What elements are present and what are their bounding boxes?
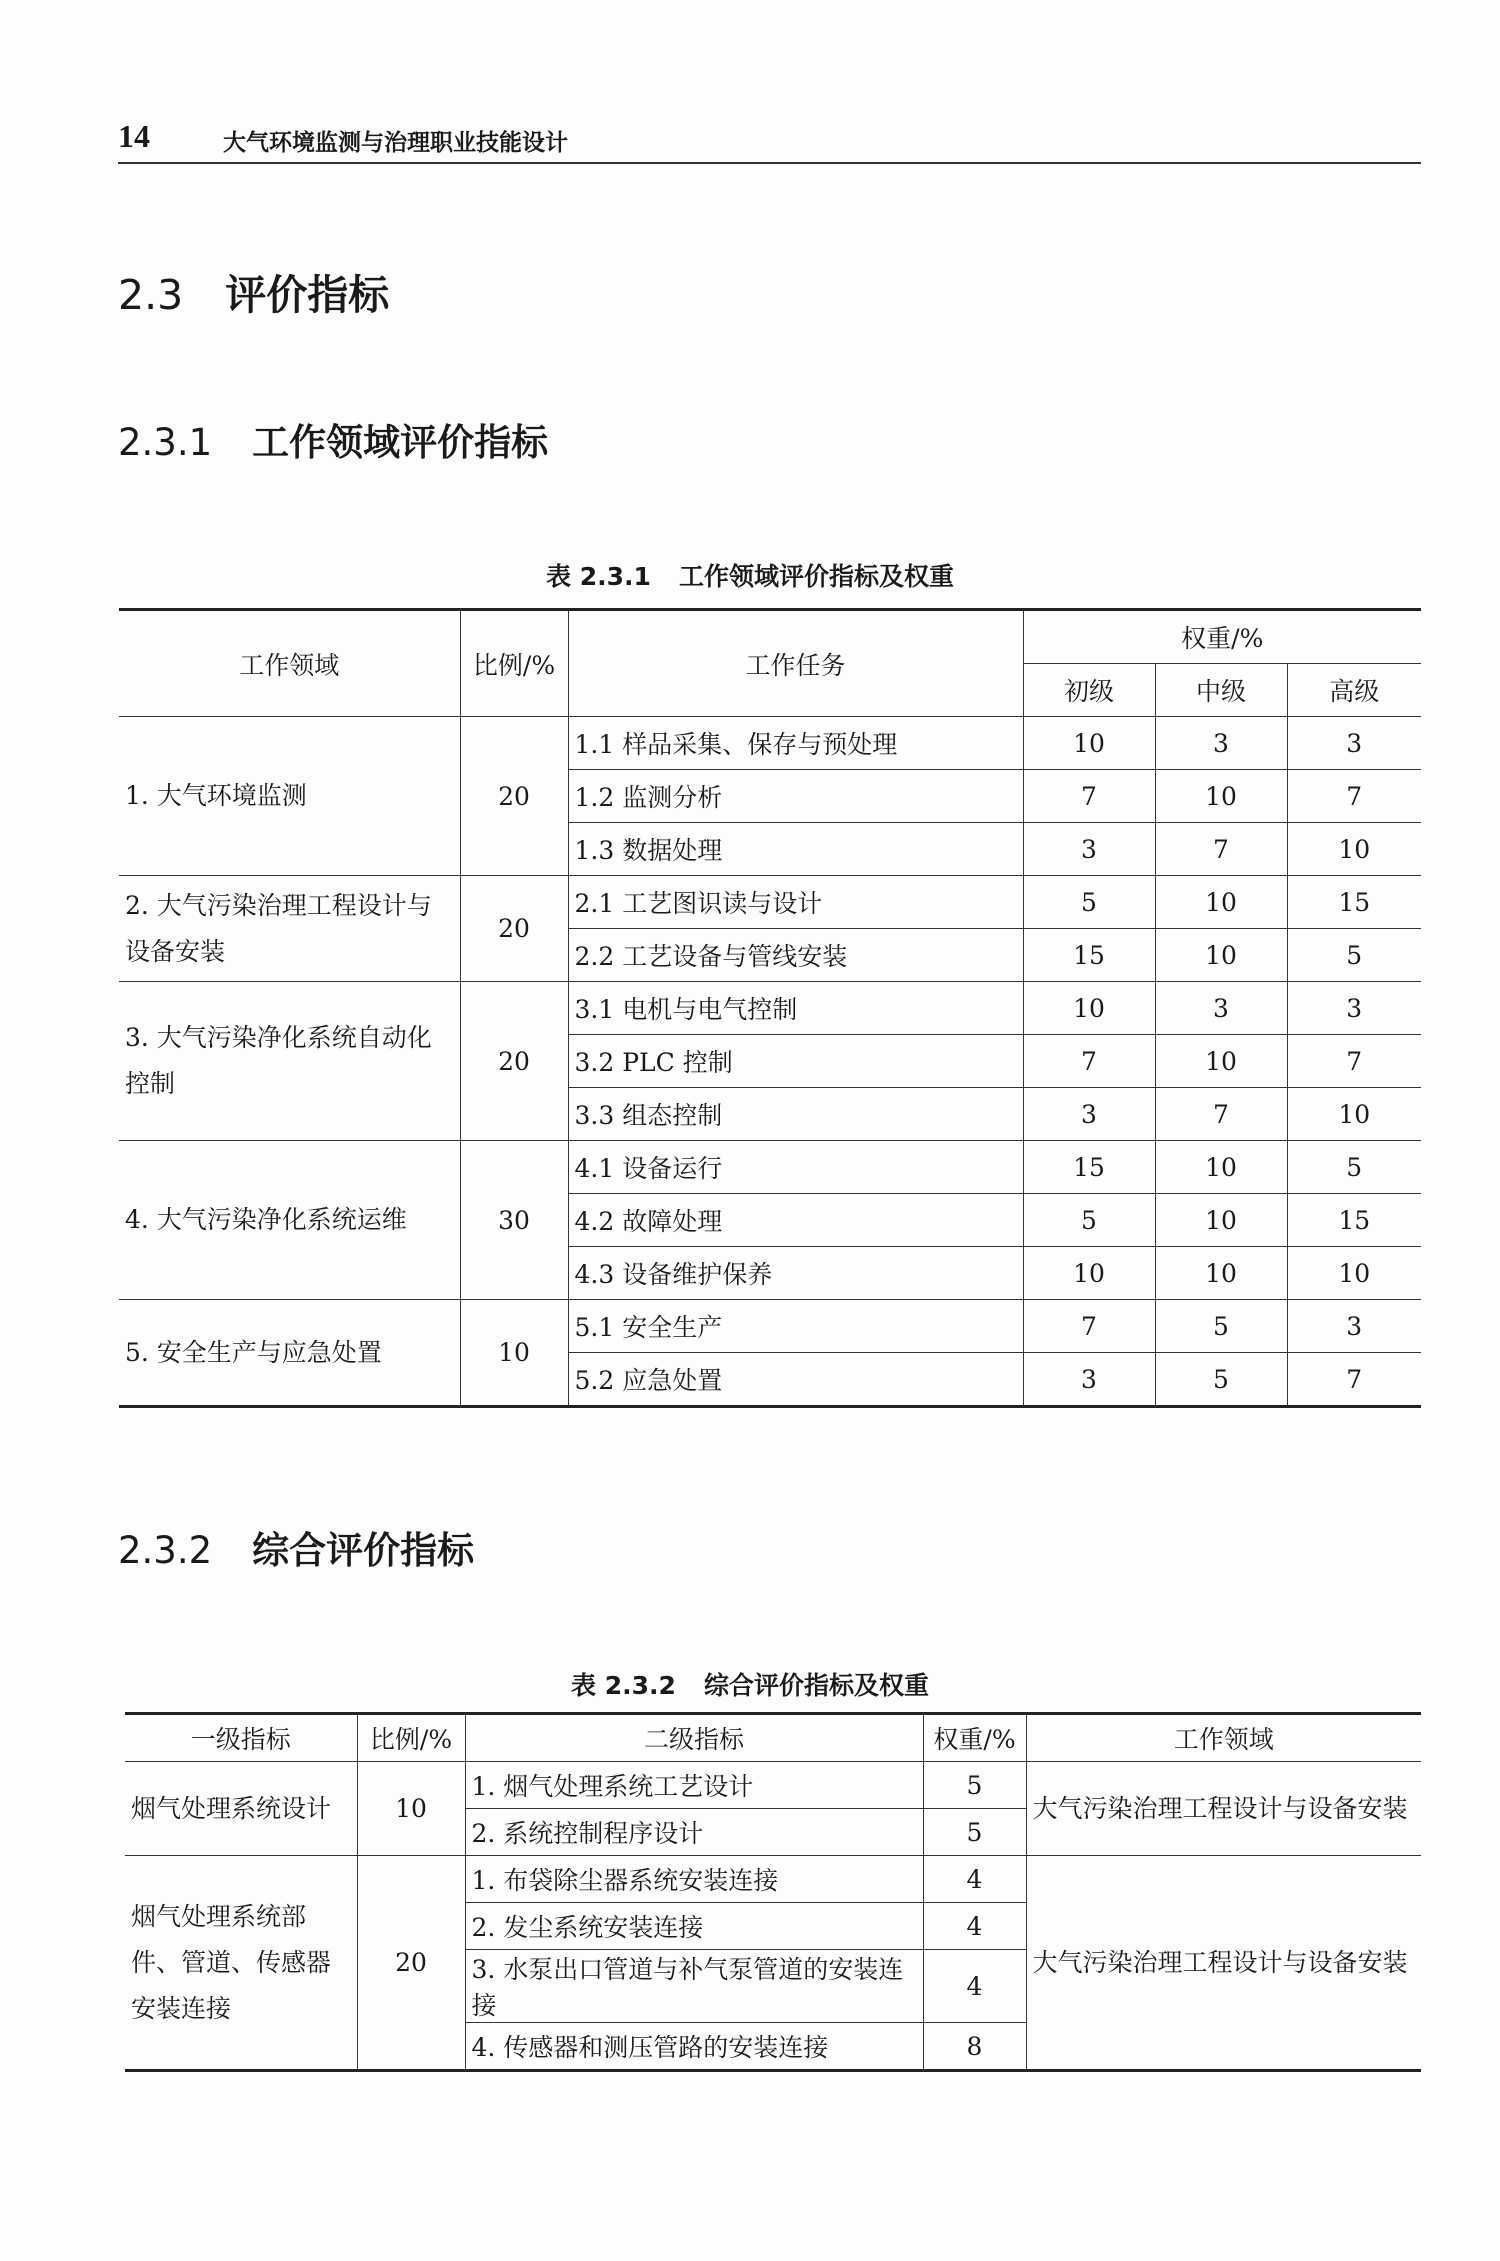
table-row [125,1856,1421,1903]
area-cell: 大气污染治理工程设计与设备安装 [1026,1856,1421,2071]
table2-body [125,1762,1421,2071]
table2-caption-title: 综合评价指标及权重 [703,1671,929,1700]
middle-weight-cell: 5 [1155,1300,1287,1353]
junior-weight-cell: 7 [1023,1035,1155,1088]
middle-weight-cell: 10 [1155,770,1287,823]
junior-weight-cell: 7 [1023,1300,1155,1353]
task-cell: 3.1 电机与电气控制 [568,982,1023,1035]
middle-weight-cell: 5 [1155,1353,1287,1407]
weight-cell: 5 [923,1762,1026,1809]
junior-weight-cell: 10 [1023,717,1155,770]
level2-cell: 2. 系统控制程序设计 [465,1809,923,1856]
task-cell: 4.2 故障处理 [568,1194,1023,1247]
running-header [118,112,1421,164]
middle-weight-cell: 7 [1155,1088,1287,1141]
junior-weight-cell: 10 [1023,1247,1155,1300]
junior-weight-cell: 3 [1023,1088,1155,1141]
middle-weight-cell: 10 [1155,1194,1287,1247]
ratio-cell: 30 [460,1141,568,1300]
ratio-cell: 20 [460,982,568,1141]
junior-weight-cell: 15 [1023,1141,1155,1194]
th-domain: 工作领域 [119,610,460,717]
middle-weight-cell: 10 [1155,1035,1287,1088]
middle-weight-cell: 10 [1155,1141,1287,1194]
senior-weight-cell: 15 [1287,876,1421,929]
section-title: 评价指标 [225,271,390,319]
senior-weight-cell: 5 [1287,929,1421,982]
senior-weight-cell: 10 [1287,1088,1421,1141]
level2-cell: 1. 布袋除尘器系统安装连接 [465,1856,923,1903]
senior-weight-cell: 3 [1287,982,1421,1035]
junior-weight-cell: 5 [1023,876,1155,929]
table1-caption [0,557,1500,593]
subsection-number: 2.3.1 [118,421,213,464]
level2-cell: 2. 发尘系统安装连接 [465,1903,923,1950]
table-row [119,1141,1421,1194]
weight-cell: 5 [923,1809,1026,1856]
ratio-cell: 10 [357,1762,465,1856]
area-cell: 大气污染治理工程设计与设备安装 [1026,1762,1421,1856]
level2-cell: 4. 传感器和测压管路的安装连接 [465,2023,923,2071]
task-cell: 2.1 工艺图识读与设计 [568,876,1023,929]
book-title: 大气环境监测与治理职业技能设计 [223,130,568,156]
table2-caption-number: 表 2.3.2 [571,1671,676,1700]
task-cell: 3.2 PLC 控制 [568,1035,1023,1088]
task-cell: 3.3 组态控制 [568,1088,1023,1141]
table2-caption [0,1666,1500,1702]
table-comprehensive-weights [125,1712,1421,2072]
middle-weight-cell: 3 [1155,717,1287,770]
middle-weight-cell: 3 [1155,982,1287,1035]
table-row [119,717,1421,770]
th-level2: 二级指标 [465,1714,923,1762]
th-ratio: 比例/% [460,610,568,717]
level1-cell: 烟气处理系统设计 [125,1762,357,1856]
middle-weight-cell: 7 [1155,823,1287,876]
table-row [119,1300,1421,1353]
task-cell: 5.1 安全生产 [568,1300,1023,1353]
level2-cell: 3. 水泵出口管道与补气泵管道的安装连接 [465,1950,923,2023]
task-cell: 1.2 监测分析 [568,770,1023,823]
ratio-cell: 20 [357,1856,465,2071]
subsection-heading-1 [118,412,548,466]
th-weight: 权重/% [1023,610,1421,664]
domain-cell: 2. 大气污染治理工程设计与设备安装 [119,876,460,982]
th-middle: 中级 [1155,664,1287,717]
task-cell: 4.3 设备维护保养 [568,1247,1023,1300]
table-work-domain-weights [119,608,1421,1408]
task-cell: 4.1 设备运行 [568,1141,1023,1194]
task-cell: 1.1 样品采集、保存与预处理 [568,717,1023,770]
page-number: 14 [118,118,150,154]
th-weight: 权重/% [923,1714,1026,1762]
senior-weight-cell: 7 [1287,770,1421,823]
task-cell: 5.2 应急处置 [568,1353,1023,1407]
senior-weight-cell: 10 [1287,1247,1421,1300]
subsection-title: 工作领域评价指标 [252,421,549,464]
weight-cell: 4 [923,1950,1026,2023]
senior-weight-cell: 3 [1287,717,1421,770]
th-junior: 初级 [1023,664,1155,717]
th-level1: 一级指标 [125,1714,357,1762]
table1-caption-title: 工作领域评价指标及权重 [678,562,954,591]
section-heading [118,262,389,321]
senior-weight-cell: 3 [1287,1300,1421,1353]
th-area: 工作领域 [1026,1714,1421,1762]
subsection-title: 综合评价指标 [252,1529,475,1572]
task-cell: 1.3 数据处理 [568,823,1023,876]
senior-weight-cell: 15 [1287,1194,1421,1247]
subsection-heading-2 [118,1520,474,1574]
ratio-cell: 20 [460,876,568,982]
middle-weight-cell: 10 [1155,1247,1287,1300]
junior-weight-cell: 7 [1023,770,1155,823]
table-row [119,876,1421,929]
junior-weight-cell: 5 [1023,1194,1155,1247]
junior-weight-cell: 3 [1023,823,1155,876]
subsection-number: 2.3.2 [118,1529,213,1572]
level1-cell: 烟气处理系统部件、管道、传感器安装连接 [125,1856,357,2071]
section-number: 2.3 [118,271,184,319]
table-row [119,982,1421,1035]
ratio-cell: 20 [460,717,568,876]
th-ratio: 比例/% [357,1714,465,1762]
junior-weight-cell: 3 [1023,1353,1155,1407]
th-task: 工作任务 [568,610,1023,717]
senior-weight-cell: 5 [1287,1141,1421,1194]
junior-weight-cell: 10 [1023,982,1155,1035]
weight-cell: 4 [923,1903,1026,1950]
domain-cell: 5. 安全生产与应急处置 [119,1300,460,1407]
domain-cell: 3. 大气污染净化系统自动化控制 [119,982,460,1141]
domain-cell: 1. 大气环境监测 [119,717,460,876]
weight-cell: 8 [923,2023,1026,2071]
table1-caption-number: 表 2.3.1 [546,562,651,591]
table-row [125,1762,1421,1809]
senior-weight-cell: 10 [1287,823,1421,876]
middle-weight-cell: 10 [1155,876,1287,929]
junior-weight-cell: 15 [1023,929,1155,982]
th-senior: 高级 [1287,664,1421,717]
senior-weight-cell: 7 [1287,1353,1421,1407]
table1-body [119,717,1421,1407]
senior-weight-cell: 7 [1287,1035,1421,1088]
ratio-cell: 10 [460,1300,568,1407]
domain-cell: 4. 大气污染净化系统运维 [119,1141,460,1300]
level2-cell: 1. 烟气处理系统工艺设计 [465,1762,923,1809]
middle-weight-cell: 10 [1155,929,1287,982]
weight-cell: 4 [923,1856,1026,1903]
task-cell: 2.2 工艺设备与管线安装 [568,929,1023,982]
